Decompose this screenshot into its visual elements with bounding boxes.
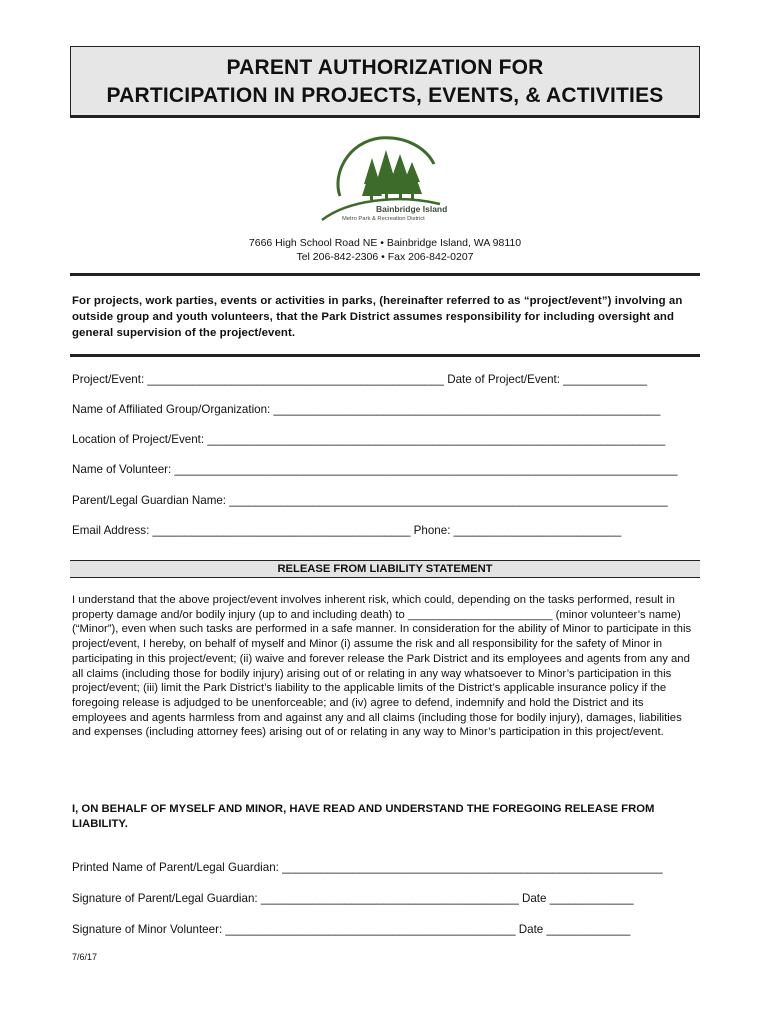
- logo-name: Bainbridge Island: [376, 204, 448, 214]
- volunteer-name-field[interactable]: Name of Volunteer: ______________________________________________________________________________: [72, 463, 678, 476]
- location-field[interactable]: Location of Project/Event: _______________________________________________________________________: [72, 433, 666, 446]
- acknowledgement-text: I, ON BEHALF OF MYSELF AND MINOR, HAVE READ AND UNDERSTAND THE FOREGOING RELEASE FROM LIABILITY.: [72, 803, 655, 830]
- title-line-2: PARTICIPATION IN PROJECTS, EVENTS, & ACTIVITIES: [106, 84, 664, 107]
- guardian-name-field[interactable]: Parent/Legal Guardian Name: ____________________________________________________________________: [72, 494, 668, 507]
- project-event-field[interactable]: Project/Event: ______________________________________________ Date of Project/Event: _____________: [72, 373, 648, 386]
- minor-signature-field[interactable]: Signature of Minor Volunteer: _____________________________________________ Date _____________: [72, 923, 631, 936]
- guardian-signature-field[interactable]: Signature of Parent/Legal Guardian: ________________________________________ Date _____________: [72, 892, 634, 905]
- intro-text: For projects, work parties, events or activities in parks, (hereinafter referred to as “project/event”) involving an outside group and youth volunteers, that the Park District assumes responsibility for including oversight and general supervision of the project/event.: [72, 295, 683, 339]
- title-box: [70, 46, 700, 118]
- park-district-logo: [318, 134, 452, 226]
- trees-icon: [362, 150, 422, 200]
- affiliated-group-field[interactable]: Name of Affiliated Group/Organization: ____________________________________________________________: [72, 403, 661, 416]
- divider-middle: [70, 354, 700, 357]
- email-phone-field[interactable]: Email Address: ________________________________________ Phone: __________________________: [72, 524, 622, 537]
- title-line-1: PARENT AUTHORIZATION FOR: [226, 56, 544, 79]
- printed-name-field[interactable]: Printed Name of Parent/Legal Guardian: ___________________________________________________________: [72, 861, 663, 874]
- logo-subtitle: Metro Park & Recreation District: [342, 216, 425, 222]
- address-line-1: 7666 High School Road NE • Bainbridge Island, WA 98110: [248, 237, 522, 249]
- address-line-2: Tel 206-842-2306 • Fax 206-842-0207: [296, 251, 474, 263]
- revision-date: 7/6/17: [72, 952, 98, 962]
- divider-top: [70, 273, 700, 276]
- release-statement: I understand that the above project/event involves inherent risk, which could, depending on the tasks performed, result in property damage and/or bodily injury (up to and including death) to _______________________ (minor volunteer’s name) (“Minor”), even when such tasks are performed in a safe manner. In consideration for the ability of Minor to participate in this project/event, I hereby, on behalf of myself and Minor (i) assume the risk and all responsibility for the safety of Minor in participating in this project/event; (ii) waive and forever release the Park District and its employees and agents from any and all claims (including those for bodily injury) arising out of or relating in any way whatsoever to Minor’s participation in this project/event; (iii) limit the Park District’s liability to the applicable limits of the District’s applicable insurance policy if the foregoing release is adjudged to be unenforceable; and (iv) agree to defend, indemnify and hold the District and its employees and agents harmless from and against any and all claims (including those for bodily injury), damages, liabilities and expenses (including attorney fees) arising out of or relating in any way to Minor’s participation in this project/event.: [72, 594, 692, 739]
- release-heading: RELEASE FROM LIABILITY STATEMENT: [70, 560, 700, 578]
